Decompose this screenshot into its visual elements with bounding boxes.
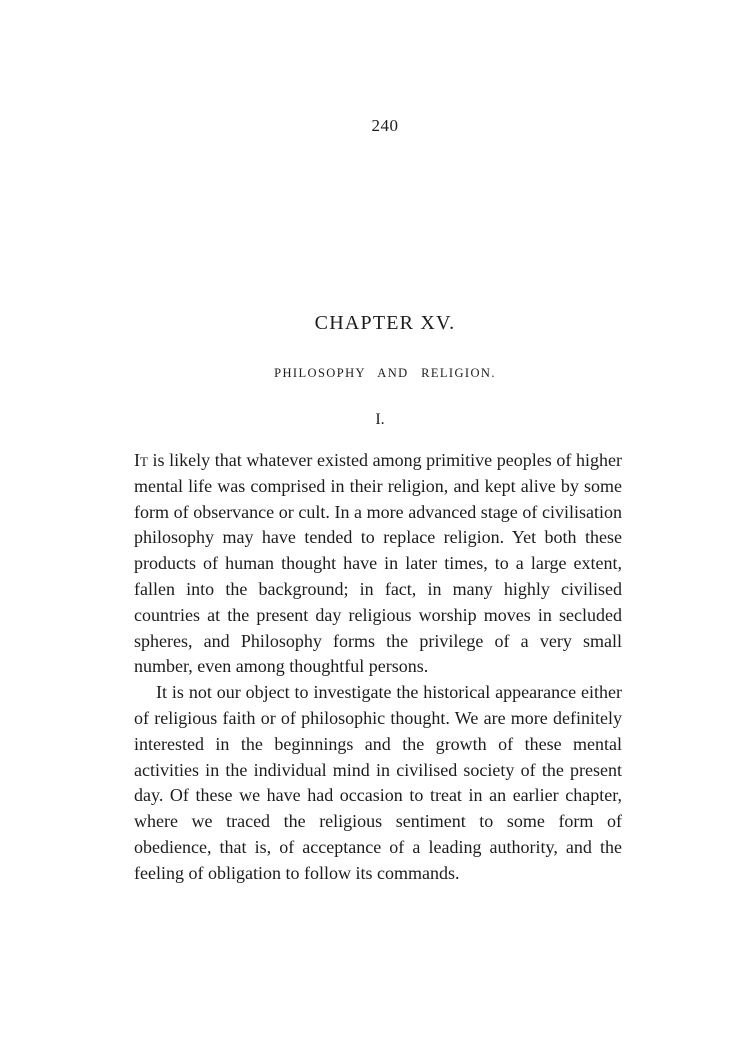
chapter-subtitle: PHILOSOPHY AND RELIGION. bbox=[274, 366, 496, 380]
chapter-title: CHAPTER XV. bbox=[314, 312, 456, 334]
section-number: I. bbox=[375, 411, 385, 428]
body-text bbox=[134, 448, 622, 887]
paragraph-1-text: is likely that whatever existed among primitive peoples of higher mental life was comprised in their religion, and kept alive by some form of observance or cult. In a more advanced stage of civilisation philosophy may have tended to replace religion. Yet both these products of human thought have in later times, to a large extent, fallen into the background; in fact, in many highly civilised countries at the present day religious worship moves in secluded spheres, and Philosophy forms the privilege of a very small number, even among thoughtful persons. bbox=[134, 450, 622, 677]
paragraph-1 bbox=[134, 448, 622, 680]
paragraph-2: It is not our object to investigate the historical appearance either of religious faith or of philosophic thought. We are more definitely interested in the beginnings and the growth of these mental activities in the individual mind in civilised society of the present day. Of these we have had occasion to treat in an earlier chapter, where we traced the religious sentiment to some form of obedience, that is, of acceptance of a leading authority, and the feeling of obligation to follow its commands. bbox=[134, 682, 622, 883]
paragraph-1-lead: It bbox=[134, 450, 148, 470]
page-number: 240 bbox=[371, 116, 399, 135]
